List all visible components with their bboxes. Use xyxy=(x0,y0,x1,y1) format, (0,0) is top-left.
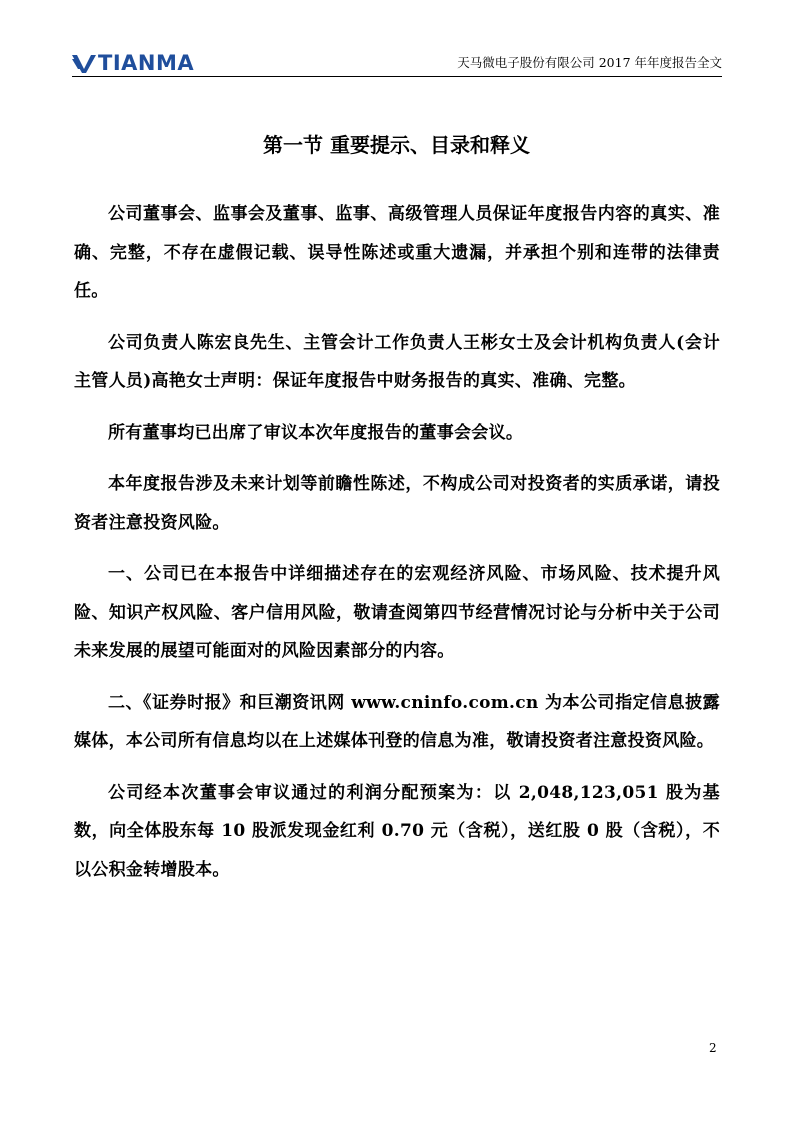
paragraph-media: 二、《证券时报》和巨潮资讯网 www.cninfo.com.cn 为本公司指定信息披露媒体，本公司所有信息均以在上述媒体刊登的信息为准，敬请投资者注意投资风险。 xyxy=(74,692,720,751)
document-title: 天马微电子股份有限公司 2017 年年度报告全文 xyxy=(457,55,722,70)
paragraph-responsibility: 公司董事会、监事会及董事、监事、高级管理人员保证年度报告内容的真实、准确、完整，不存在虚假记载、误导性陈述或重大遗漏，并承担个别和连带的法律责任。 xyxy=(74,204,720,301)
body-text xyxy=(74,195,720,902)
company-logo xyxy=(72,52,194,74)
logo-text: TIANMA xyxy=(98,51,195,75)
paragraph-attendance: 所有董事均已出席了审议本次年度报告的董事会会议。 xyxy=(108,422,524,443)
paragraph-forward-looking: 本年度报告涉及未来计划等前瞻性陈述，不构成公司对投资者的实质承诺，请投资者注意投资风险。 xyxy=(74,474,720,533)
page-header xyxy=(72,50,722,77)
paragraph-profit-distribution: 公司经本次董事会审议通过的利润分配预案为：以 2,048,123,051 股为基数，向全体股东每 10 股派发现金红利 0.70 元（含税），送红股 0 股（含税），不以公积金转增股本。 xyxy=(74,782,720,880)
section-title: 第一节 重要提示、目录和释义 xyxy=(263,133,530,157)
page-number: 2 xyxy=(709,1041,717,1055)
paragraph-declaration: 公司负责人陈宏良先生、主管会计工作负责人王彬女士及会计机构负责人(会计主管人员)高艳女士声明：保证年度报告中财务报告的真实、准确、完整。 xyxy=(74,332,720,391)
tianma-logo-icon xyxy=(72,53,96,73)
paragraph-risks: 一、公司已在本报告中详细描述存在的宏观经济风险、市场风险、技术提升风险、知识产权风险、客户信用风险，敬请查阅第四节经营情况讨论与分析中关于公司未来发展的展望可能面对的风险因素部分的内容。 xyxy=(74,564,720,661)
